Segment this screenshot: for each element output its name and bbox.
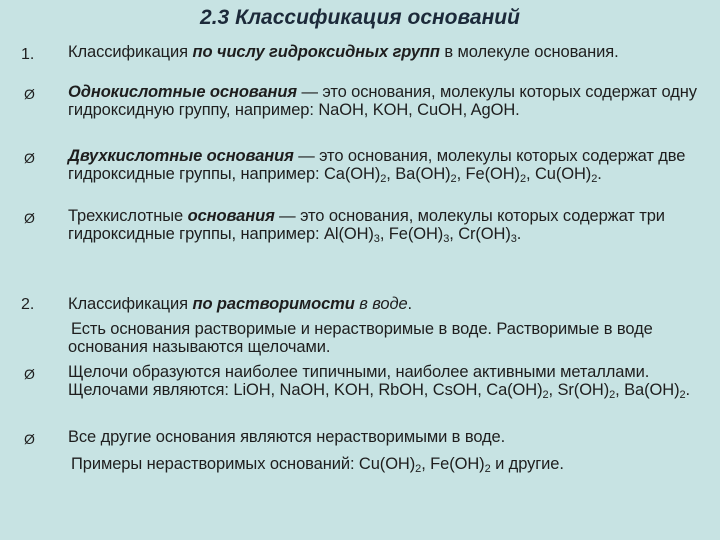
section-2-italic: в воде <box>354 295 408 313</box>
subscript: 2 <box>609 388 616 401</box>
paragraph-insoluble-examples <box>68 456 708 474</box>
item-diacid-text: . <box>597 164 602 183</box>
bullet-arrow-icon: Ø <box>24 210 35 226</box>
subscript: 3 <box>443 232 450 245</box>
item-alkalis-text: , Ba(OH) <box>615 380 680 399</box>
item-diacid-text: , Cu(OH) <box>525 164 592 183</box>
subscript: 2 <box>450 172 457 185</box>
bullet-arrow-icon: Ø <box>24 431 35 447</box>
item-triacid-text: , Fe(OH) <box>379 224 444 243</box>
section-2-post: . <box>407 295 413 313</box>
bullet-arrow-icon: Ø <box>24 86 35 102</box>
item-alkalis <box>68 364 708 399</box>
item-triacid-term: основания <box>187 207 275 225</box>
item-triacid-text: . <box>516 224 522 243</box>
subscript: 2 <box>542 388 549 401</box>
section-2-number: 2. <box>21 296 35 313</box>
subscript: 2 <box>679 388 686 401</box>
slide-title: 2.3 Классификация оснований <box>200 6 520 29</box>
bullet-arrow-icon: Ø <box>24 150 35 166</box>
subscript: 2 <box>484 463 491 475</box>
bullet-arrow-icon: Ø <box>24 366 35 382</box>
subscript: 3 <box>510 232 517 245</box>
subscript: 2 <box>519 172 526 185</box>
item-triacid-pre: Трехкислотные <box>68 207 188 225</box>
item-alkalis-text: . <box>685 380 690 399</box>
paragraph-alkalis: Есть основания растворимые и нерастворимые в воде. Растворимые в воде основания называются щелочами. <box>68 320 653 356</box>
item-diacid <box>68 148 708 183</box>
item-monoacid-text: — это основания, молекулы которых содержат одну гидроксидную группу, например: NaOH, KOH, CuOH, AgOH. <box>68 83 697 119</box>
examples-text: и другие. <box>490 455 564 473</box>
examples-text: , Fe(OH) <box>421 455 485 473</box>
item-alkalis-text: , Sr(OH) <box>548 380 610 399</box>
item-diacid-term: Двухкислотные основания <box>68 147 294 165</box>
section-1-pre: Классификация <box>68 43 193 61</box>
item-triacid-text: , Cr(OH) <box>449 224 511 243</box>
section-2-heading <box>68 296 708 314</box>
item-diacid-text: , Ba(OH) <box>386 164 451 183</box>
subscript: 2 <box>415 463 422 475</box>
item-monoacid <box>68 84 708 119</box>
examples-text: Примеры нерастворимых оснований: Cu(OH) <box>71 455 416 473</box>
item-alkalis-text: Щелочи образуются наиболее типичными, наиболее активными металлами. Щелочами являются: LiOH, NaOH, KOH, RbOH, CsOH, Ca(OH) <box>68 363 650 399</box>
section-2-criterion: по растворимости <box>192 295 355 313</box>
section-1-post: в молекуле основания. <box>439 43 619 61</box>
item-triacid <box>68 208 708 243</box>
item-diacid-text: , Fe(OH) <box>456 164 520 183</box>
item-monoacid-term: Однокислотные основания <box>68 83 297 101</box>
section-2-pre: Классификация <box>68 295 193 313</box>
subscript: 2 <box>380 172 387 185</box>
item-diacid-text: — это основания, молекулы которых содержат две гидроксидные группы, например: Ca(OH) <box>68 147 686 183</box>
item-insoluble: Все другие основания являются нерастворимыми в воде. <box>68 428 506 446</box>
section-1-criterion: по числу гидроксидных групп <box>192 43 440 61</box>
item-triacid-text: — это основания, молекулы которых содержат три гидроксидные группы, например: Al(OH) <box>68 207 665 243</box>
section-1-number: 1. <box>21 46 35 63</box>
section-1-heading <box>68 44 708 62</box>
subscript: 2 <box>591 172 598 185</box>
subscript: 3 <box>373 232 380 245</box>
